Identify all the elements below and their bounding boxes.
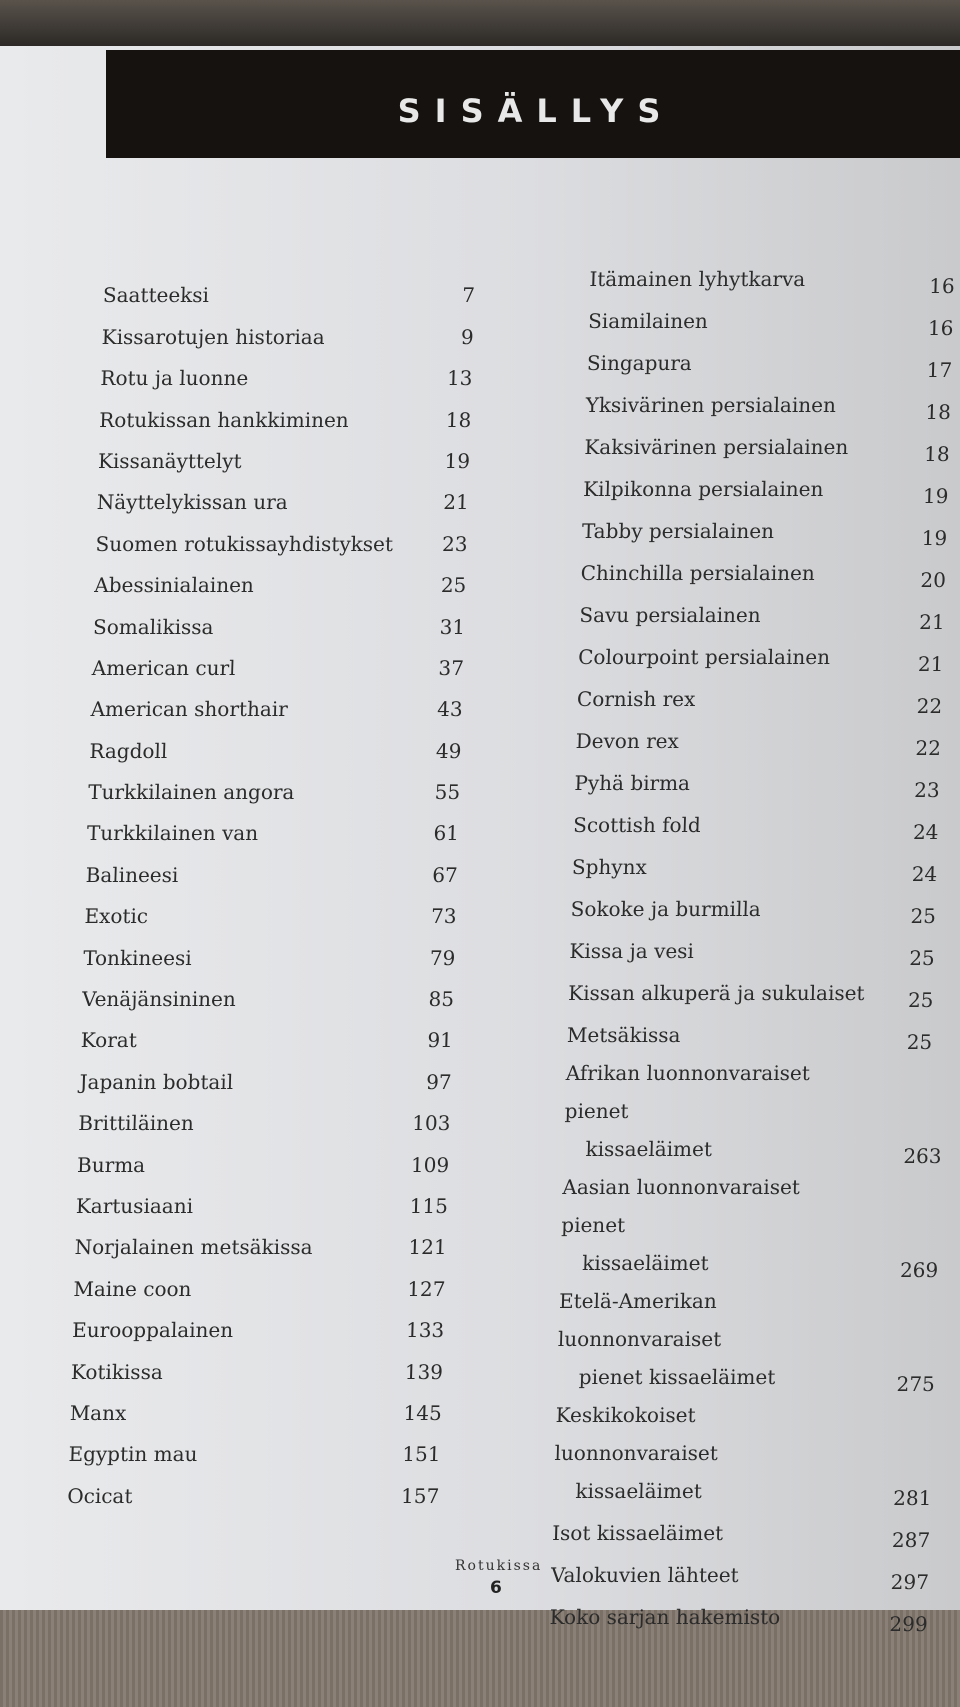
toc-entry-page: 145: [403, 1400, 443, 1425]
toc-entry-title: [581, 512, 882, 550]
toc-entry-title-line: Metsäkissa: [566, 1023, 681, 1047]
toc-entry-page: 275: [896, 1372, 936, 1396]
toc-entry-page: 297: [890, 1570, 930, 1594]
toc-entry-page: 85: [428, 987, 455, 1012]
toc-entry-page: 20: [920, 568, 947, 592]
toc-entry-title: [92, 656, 236, 680]
toc-entry-page: 55: [434, 780, 461, 805]
toc-entry: [573, 802, 960, 844]
toc-entry-title-line: Egyptin mau: [68, 1442, 198, 1467]
toc-entry-title: [89, 739, 168, 763]
toc-entry-page: 21: [442, 490, 470, 515]
toc-entry-page: 281: [892, 1486, 932, 1510]
toc-entry-page: 37: [438, 655, 465, 680]
toc-entry: [92, 639, 465, 680]
toc-entry-title: [552, 1514, 853, 1552]
toc-entry: [71, 1342, 444, 1383]
toc-entry: [581, 508, 960, 550]
toc-entry-page: 19: [444, 448, 471, 473]
toc-entry: [79, 1052, 452, 1093]
toc-entry-page: 23: [441, 531, 468, 556]
toc-entry: [588, 298, 960, 340]
toc-entry: [100, 349, 473, 390]
toc-entry-title: [563, 1054, 866, 1168]
toc-left-column: [67, 266, 476, 1508]
toc-entry-title: [93, 615, 214, 639]
toc-entry-title-line: Kotikissa: [70, 1359, 164, 1384]
toc-entry-title-line: Isot kissaeläimet: [551, 1521, 724, 1545]
toc-entry-title: [99, 408, 349, 432]
toc-entry-title: [68, 1442, 198, 1466]
toc-entry-title-line: Etelä-Amerikan luonnonvaraiset: [557, 1289, 722, 1351]
toc-entry-title-line: Valokuvien lähteet: [550, 1563, 740, 1587]
toc-entry-title-line: Afrikan luonnonvaraiset pienet: [564, 1061, 811, 1123]
toc-entry-title: [550, 1556, 851, 1594]
toc-entry: [96, 473, 469, 514]
toc-entry: [67, 1466, 440, 1507]
toc-entry: [560, 1168, 960, 1282]
toc-entry: [93, 597, 466, 638]
toc-entry-title: [588, 302, 889, 340]
toc-entry: [549, 1594, 950, 1636]
toc-entry: [90, 680, 463, 721]
toc-entry-title-line: Kissanäyttelyt: [97, 448, 242, 473]
toc-entry-title: [100, 366, 248, 390]
toc-entry-title-line: Tonkineesi: [82, 945, 193, 970]
toc-entry-page: 151: [402, 1442, 441, 1467]
toc-entry-title-line: Turkkilainen angora: [87, 780, 295, 805]
toc-entry: [73, 1259, 446, 1300]
toc-entry-page: 269: [899, 1258, 939, 1282]
toc-entry: [571, 844, 960, 886]
toc-entry-title-line: Balineesi: [85, 862, 179, 887]
toc-entry-title-line: Aasian luonnonvaraiset pienet: [561, 1175, 801, 1237]
toc-entry-title-line: Manx: [69, 1400, 127, 1425]
toc-entry-page: 157: [400, 1483, 440, 1508]
toc-entry-title-line: American shorthair: [90, 697, 289, 722]
toc-entry-title-line: Somalikissa: [92, 614, 214, 639]
toc-entry-page: 121: [408, 1235, 448, 1260]
toc-entry: [98, 432, 471, 473]
toc-entry-title-line: Norjalainen metsäkissa: [74, 1235, 313, 1260]
toc-entry: [574, 760, 960, 802]
toc-entry-title: [578, 638, 879, 676]
toc-entry: [78, 1094, 451, 1135]
toc-entry-title: [566, 1016, 867, 1054]
toc-entry-page: 19: [922, 484, 949, 508]
toc-entry-page: 23: [913, 778, 941, 802]
toc-entry-title-line: Saatteeksi: [102, 283, 210, 308]
toc-entry-page: 115: [409, 1193, 449, 1218]
toc-entry: [103, 266, 476, 307]
toc-entry-title-line: Rotu ja luonne: [100, 366, 249, 391]
toc-entry-page: 91: [427, 1028, 454, 1053]
toc-entry-title-line: Pyhä birma: [574, 771, 691, 795]
toc-entry-page: 25: [910, 904, 937, 928]
toc-entry-title: [76, 1194, 194, 1218]
toc-entry-page: 73: [430, 904, 457, 929]
toc-entry: [578, 634, 960, 676]
toc-entry-title-line: Ocicat: [66, 1483, 133, 1508]
toc-entry-title: [72, 1318, 234, 1342]
toc-entry-title: [84, 904, 148, 928]
toc-entry-title-line: Abessinialainen: [93, 573, 255, 598]
toc-entry-page: 97: [425, 1069, 452, 1094]
toc-entry-title-line: Suomen rotukissayhdistykset: [95, 531, 394, 556]
toc-entry-title-line: Savu persialainen: [579, 603, 762, 627]
toc-entry-title: [96, 490, 288, 514]
toc-entry-title: [574, 764, 875, 802]
toc-entry-page: 7: [461, 283, 476, 308]
toc-entry-title: [69, 1401, 126, 1425]
footer-book-name: Rotukissa: [455, 1558, 543, 1574]
toc-entry: [85, 845, 458, 886]
toc-entry-title: [90, 697, 288, 721]
toc-entry-page: 9: [460, 324, 475, 349]
toc-entry-title-line: Koko sarjan hakemisto: [549, 1605, 781, 1629]
toc-entry-title-line: Colourpoint persialainen: [577, 645, 831, 669]
toc-entry-title: [98, 449, 242, 473]
toc-entry: [68, 1425, 441, 1466]
toc-entry-page: 19: [921, 526, 948, 550]
toc-entry-page: 18: [925, 400, 952, 424]
toc-entry-title: [585, 386, 886, 424]
toc-entry-title-line: Cornish rex: [576, 687, 696, 711]
toc-entry: [575, 718, 960, 760]
toc-entry-title: [584, 428, 885, 466]
toc-entry-title-line: Rotukissan hankkiminen: [98, 407, 350, 432]
toc-entry: [563, 1054, 960, 1168]
toc-entry-page: 133: [405, 1318, 445, 1343]
toc-entry-page: 18: [923, 442, 951, 466]
toc-entry-title-line: Maine coon: [73, 1276, 192, 1301]
toc-entry: [99, 390, 472, 431]
toc-entry-page: 79: [429, 945, 456, 970]
page-title: SISÄLLYS: [397, 92, 675, 130]
toc-entry-page: 25: [907, 988, 934, 1012]
toc-entry-page: 43: [436, 697, 464, 722]
toc-entry-title: [80, 1028, 137, 1052]
toc-entry-title-line: Kartusiaani: [75, 1193, 194, 1218]
toc-entry-title: [88, 780, 295, 804]
toc-entry: [87, 804, 460, 845]
toc-entry-page: 22: [916, 694, 943, 718]
toc-entry: [89, 721, 462, 762]
toc-entry-title-line: Japanin bobtail: [79, 1069, 234, 1094]
toc-entry: [586, 340, 960, 382]
toc-entry-title-line: Sphynx: [571, 855, 648, 879]
toc-entry-title-line: Eurooppalainen: [71, 1318, 234, 1343]
toc-entry-title: [87, 821, 259, 845]
toc-entry: [74, 1218, 447, 1259]
toc-entry: [568, 970, 960, 1012]
toc-entry-page: 31: [439, 614, 466, 639]
toc-entry: [95, 514, 468, 555]
toc-entry-title: [79, 1070, 233, 1094]
toc-entry-title: [73, 1277, 192, 1301]
toc-entry-page: 13: [446, 366, 473, 391]
toc-entry-title: [589, 260, 890, 298]
toc-right-column: [549, 256, 960, 1636]
toc-entry: [76, 1177, 449, 1218]
toc-entry-title: [101, 325, 325, 349]
toc-entry: [101, 307, 474, 348]
toc-entry-page: 67: [431, 862, 459, 887]
toc-entry: [580, 550, 960, 592]
toc-entry-title-line: Itämainen lyhytkarva: [589, 267, 806, 291]
toc-entry-title-line: Exotic: [84, 904, 149, 929]
toc-entry: [583, 466, 960, 508]
toc-entry-title: [67, 1484, 133, 1508]
toc-entry-title-line: Burma: [76, 1152, 146, 1177]
toc-entry-page: 21: [917, 652, 944, 676]
toc-entry-page: 25: [908, 946, 936, 970]
toc-entry-title: [95, 532, 393, 556]
toc-entry-title-line: Kaksivärinen persialainen: [584, 435, 849, 459]
toc-entry-page: 24: [911, 862, 938, 886]
toc-entry-page: 299: [889, 1612, 929, 1636]
toc-entry-page: 24: [912, 820, 939, 844]
toc-entry-title: [570, 890, 871, 928]
toc-entry: [585, 382, 960, 424]
toc-entry-title-line: Keskikokoiset luonnonvaraiset: [554, 1403, 719, 1465]
toc-entry-page: 18: [445, 407, 472, 432]
toc-entry-title-line: Scottish fold: [572, 813, 702, 837]
toc-entry: [84, 887, 457, 928]
toc-entry: [82, 970, 455, 1011]
toc-entry-title-line: Korat: [80, 1028, 138, 1053]
toc-entry: [566, 1012, 960, 1054]
toc-entry: [77, 1135, 450, 1176]
toc-entry-title-line: American curl: [91, 655, 236, 680]
toc-entry: [579, 592, 960, 634]
toc-entry-page: 49: [435, 738, 462, 763]
toc-entry: [569, 928, 960, 970]
toc-entry-title: [71, 1360, 164, 1384]
toc-entry-page: 263: [903, 1144, 942, 1168]
toc-entry: [69, 1384, 442, 1425]
toc-entry-title: [575, 722, 876, 760]
toc-entry: [556, 1282, 959, 1396]
toc-entry-page: 16: [928, 274, 956, 298]
toc-entry-page: 109: [410, 1152, 450, 1177]
toc-entry-title: [103, 283, 210, 307]
toc-entry-title: [74, 1235, 313, 1259]
toc-entry-page: 25: [906, 1030, 933, 1054]
toc-entry-page: 103: [411, 1111, 451, 1136]
toc-entry-page: 139: [404, 1359, 444, 1384]
toc-entry: [88, 763, 461, 804]
toc-entry-title: [586, 344, 887, 382]
toc-entry-title: [549, 1598, 850, 1636]
toc-entry-title-line: Kissa ja vesi: [569, 939, 695, 963]
footer-page-number: 6: [490, 1578, 502, 1598]
toc-entry-title-line: Siamilainen: [587, 309, 709, 333]
toc-entry-title-line: Yksivärinen persialainen: [585, 393, 837, 417]
toc-entry: [80, 1011, 453, 1052]
toc-entry-title: [571, 848, 872, 886]
toc-entry-title: [573, 806, 874, 844]
toc-entry-title-line: Ragdoll: [89, 738, 168, 763]
toc-entry-title-line: Kissarotujen historiaa: [101, 324, 326, 349]
toc-entry-title: [568, 974, 869, 1012]
toc-entry-title-line: Brittiläinen: [78, 1111, 195, 1136]
toc-entry-title-line2: pienet kissaeläimet: [578, 1365, 776, 1389]
toc-entry-title-line2: kissaeläimet: [585, 1137, 713, 1161]
toc-entry-title-line: Näyttelykissan ura: [96, 490, 289, 515]
toc-entry-page: 25: [440, 573, 467, 598]
toc-entry: [72, 1301, 445, 1342]
toc-entry-title-line2: kissaeläimet: [581, 1251, 709, 1275]
toc-entry: [576, 676, 960, 718]
toc-entry: [589, 256, 960, 298]
toc-entry-title-line: Kilpikonna persialainen: [582, 477, 824, 501]
toc-entry-title: [579, 596, 880, 634]
toc-entry-title: [553, 1396, 856, 1510]
toc-entry-page: 287: [891, 1528, 931, 1552]
toc-entry: [94, 556, 467, 597]
toc-entry-title: [78, 1111, 194, 1135]
toc-entry: [584, 424, 960, 466]
toc-entry: [552, 1510, 953, 1552]
toc-entry-title: [83, 946, 192, 970]
toc-entry-page: 22: [915, 736, 942, 760]
toc-entry-title-line: Chinchilla persialainen: [580, 561, 816, 585]
toc-entry-title-line: Venäjänsininen: [81, 987, 237, 1012]
toc-entry: [83, 928, 456, 969]
toc-entry-title: [82, 987, 237, 1011]
toc-entry-title-line: Singapura: [586, 351, 693, 375]
toc-entry-page: 61: [433, 821, 460, 846]
toc-entry-page: 21: [918, 610, 946, 634]
toc-entry-title: [576, 680, 877, 718]
toc-entry: [553, 1396, 956, 1510]
toc-entry-page: 16: [927, 316, 954, 340]
toc-entry: [550, 1552, 951, 1594]
toc-entry: [570, 886, 960, 928]
toc-entry-title: [560, 1168, 863, 1282]
toc-entry-page: 17: [926, 358, 953, 382]
toc-entry-title-line: Devon rex: [575, 729, 680, 753]
toc-entry-title: [94, 573, 254, 597]
toc-entry-title-line: Sokoke ja burmilla: [570, 897, 762, 921]
toc-entry-title: [569, 932, 870, 970]
toc-entry-title-line: Kissan alkuperä ja sukulaiset: [567, 981, 865, 1005]
toc-entry-title: [85, 863, 178, 887]
toc-entry-title: [583, 470, 884, 508]
toc-entry-title: [556, 1282, 859, 1396]
toc-entry-title: [77, 1153, 146, 1177]
toc-entry-page: 127: [406, 1276, 446, 1301]
toc-entry-title-line: Tabby persialainen: [581, 519, 775, 543]
toc-entry-title-line: Turkkilainen van: [86, 821, 259, 846]
toc-entry-title: [580, 554, 881, 592]
toc-entry-title-line2: kissaeläimet: [575, 1479, 703, 1503]
